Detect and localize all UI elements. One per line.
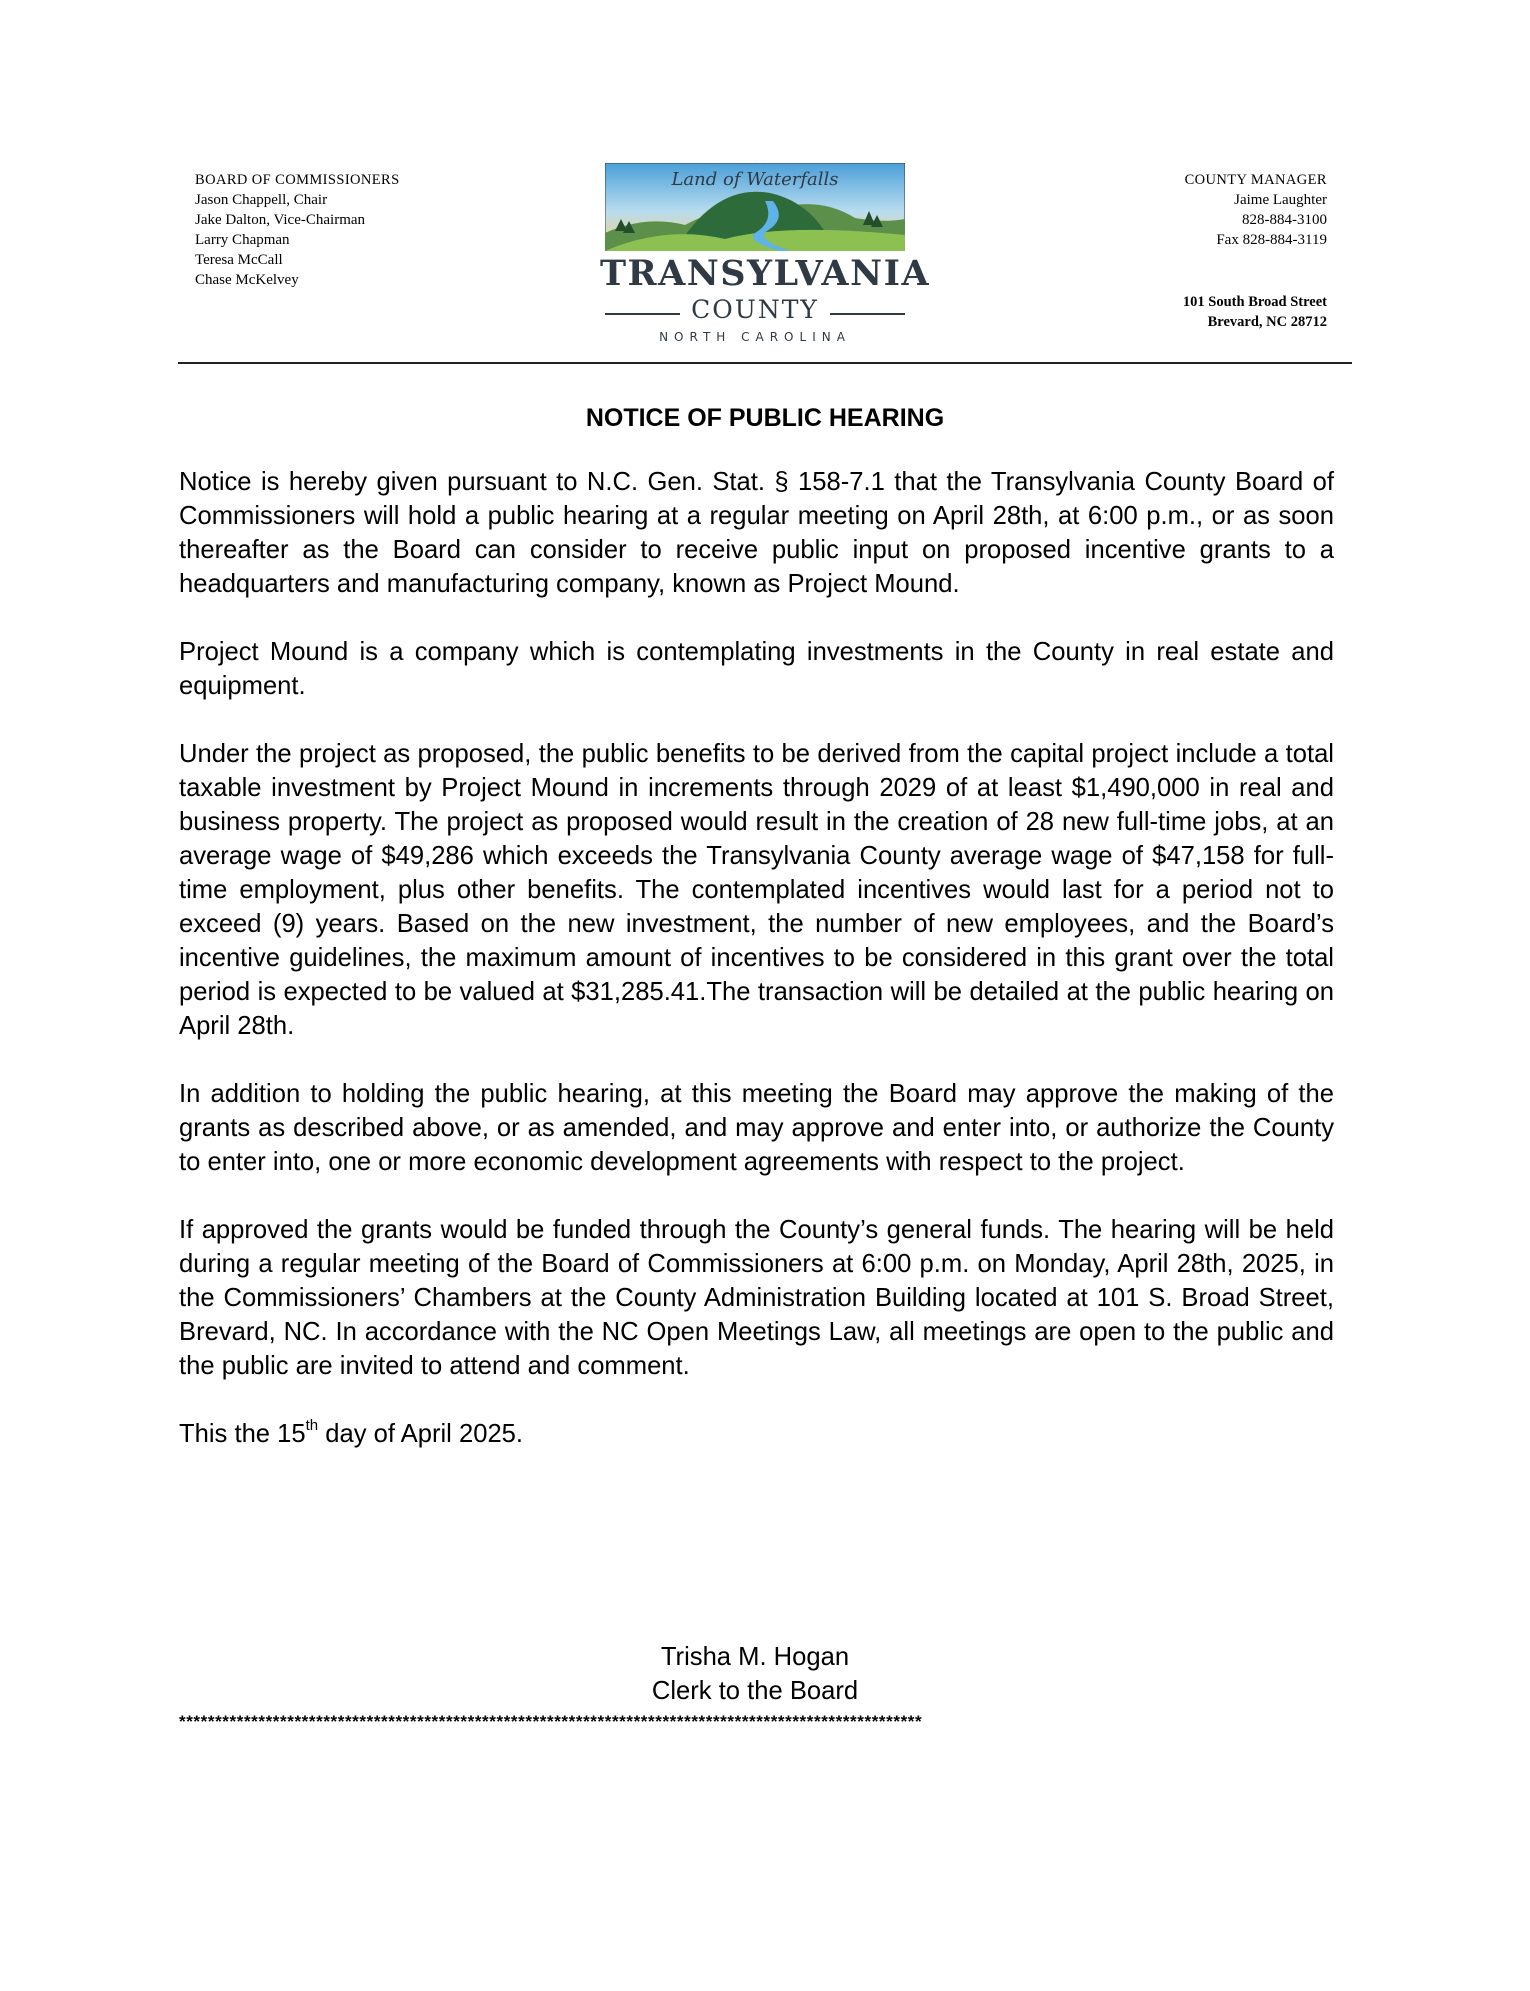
board-heading: BOARD OF COMMISSIONERS [195, 172, 400, 188]
header-divider [178, 362, 1352, 364]
board-of-commissioners-block [195, 170, 525, 290]
notice-paragraph: Notice is hereby given pursuant to N.C. Gen. Stat. § 158-7.1 that the Transylvania County Board of Commissioners will hold a public hearing at a regular meeting on April 28th, at 6:00 p.m., or as soon thereafter as the Board can consider to receive public input on proposed incentive grants to a headquarters and manufacturing company, known as Project Mound. [179, 468, 1334, 598]
address-line-2: Brevard, NC 28712 [1207, 314, 1327, 330]
address-line-1: 101 South Broad Street [1182, 294, 1327, 310]
county-logo [600, 163, 931, 349]
dated-rest: day of April 2025. [318, 1420, 524, 1448]
dated-prefix: This the 15 [179, 1420, 306, 1448]
dated-ordinal: th [305, 1417, 319, 1434]
signer-title: Clerk to the Board [651, 1677, 859, 1705]
board-member: Chase McKelvey [195, 272, 299, 288]
logo-tagline: Land of Waterfalls [671, 169, 839, 190]
manager-heading: COUNTY MANAGER [1184, 172, 1327, 188]
notice-paragraph: In addition to holding the public hearing, at this meeting the Board may approve the making of the grants as described above, or as amended, and may approve and enter into, or authorize the County to enter into, one or more economic development agreements with respect to the project. [179, 1080, 1334, 1176]
county-manager-block [1007, 170, 1327, 332]
manager-fax: Fax 828-884-3119 [1216, 232, 1327, 248]
board-member: Jake Dalton, Vice-Chairman [195, 212, 366, 228]
logo-state: NORTH CAROLINA [659, 330, 851, 344]
logo-rule-left [605, 313, 680, 315]
notice-paragraph: If approved the grants would be funded through the County’s general funds. The hearing will be held during a regular meeting of the Board of Commissioners at 6:00 p.m. on Monday, April 28th, 2025, in the Commissioners’ Chambers at the County Administration Building located at 101 S. Broad Street, Brevard, NC. In accordance with the NC Open Meetings Law, all meetings are open to the public and the public are invited to attend and comment. [179, 1216, 1334, 1380]
dated-line [179, 1417, 1334, 1451]
signer-name: Trisha M. Hogan [660, 1643, 850, 1671]
notice-body [179, 465, 1334, 1485]
board-member: Jason Chappell, Chair [195, 192, 328, 208]
notice-title: NOTICE OF PUBLIC HEARING [585, 404, 945, 432]
notice-paragraph: Under the project as proposed, the public benefits to be derived from the capital project include a total taxable investment by Project Mound in increments through 2029 of at least $1,490,000 in real and business property. The project as proposed would result in the creation of 28 new full-time jobs, at an average wage of $49,286 which exceeds the Transylvania County average wage of $47,158 for full-time employment, plus other benefits. The contemplated incentives would last for a period not to exceed (9) years. Based on the new investment, the number of new employees, and the Board’s incentive guidelines, the maximum amount of incentives to be considered in this grant over the total period is expected to be valued at $31,285.41.The transaction will be detailed at the public hearing on April 28th. [179, 740, 1334, 1040]
waterfalls-landscape-logo [605, 163, 905, 251]
manager-name: Jaime Laughter [1234, 192, 1327, 208]
board-member: Teresa McCall [195, 252, 283, 268]
logo-rule-right [830, 313, 905, 315]
manager-phone: 828-884-3100 [1242, 212, 1327, 228]
board-member: Larry Chapman [195, 232, 290, 248]
logo-county-name: TRANSYLVANIA [600, 253, 931, 294]
logo-county-word: COUNTY [691, 295, 819, 324]
signature-block [0, 1640, 1510, 1708]
logo-county-row [605, 295, 905, 329]
notice-paragraph: Project Mound is a company which is contemplating investments in the County in real estate and equipment. [179, 638, 1334, 700]
asterisk-separator: ******************************************************************************************************* [179, 1712, 923, 1731]
